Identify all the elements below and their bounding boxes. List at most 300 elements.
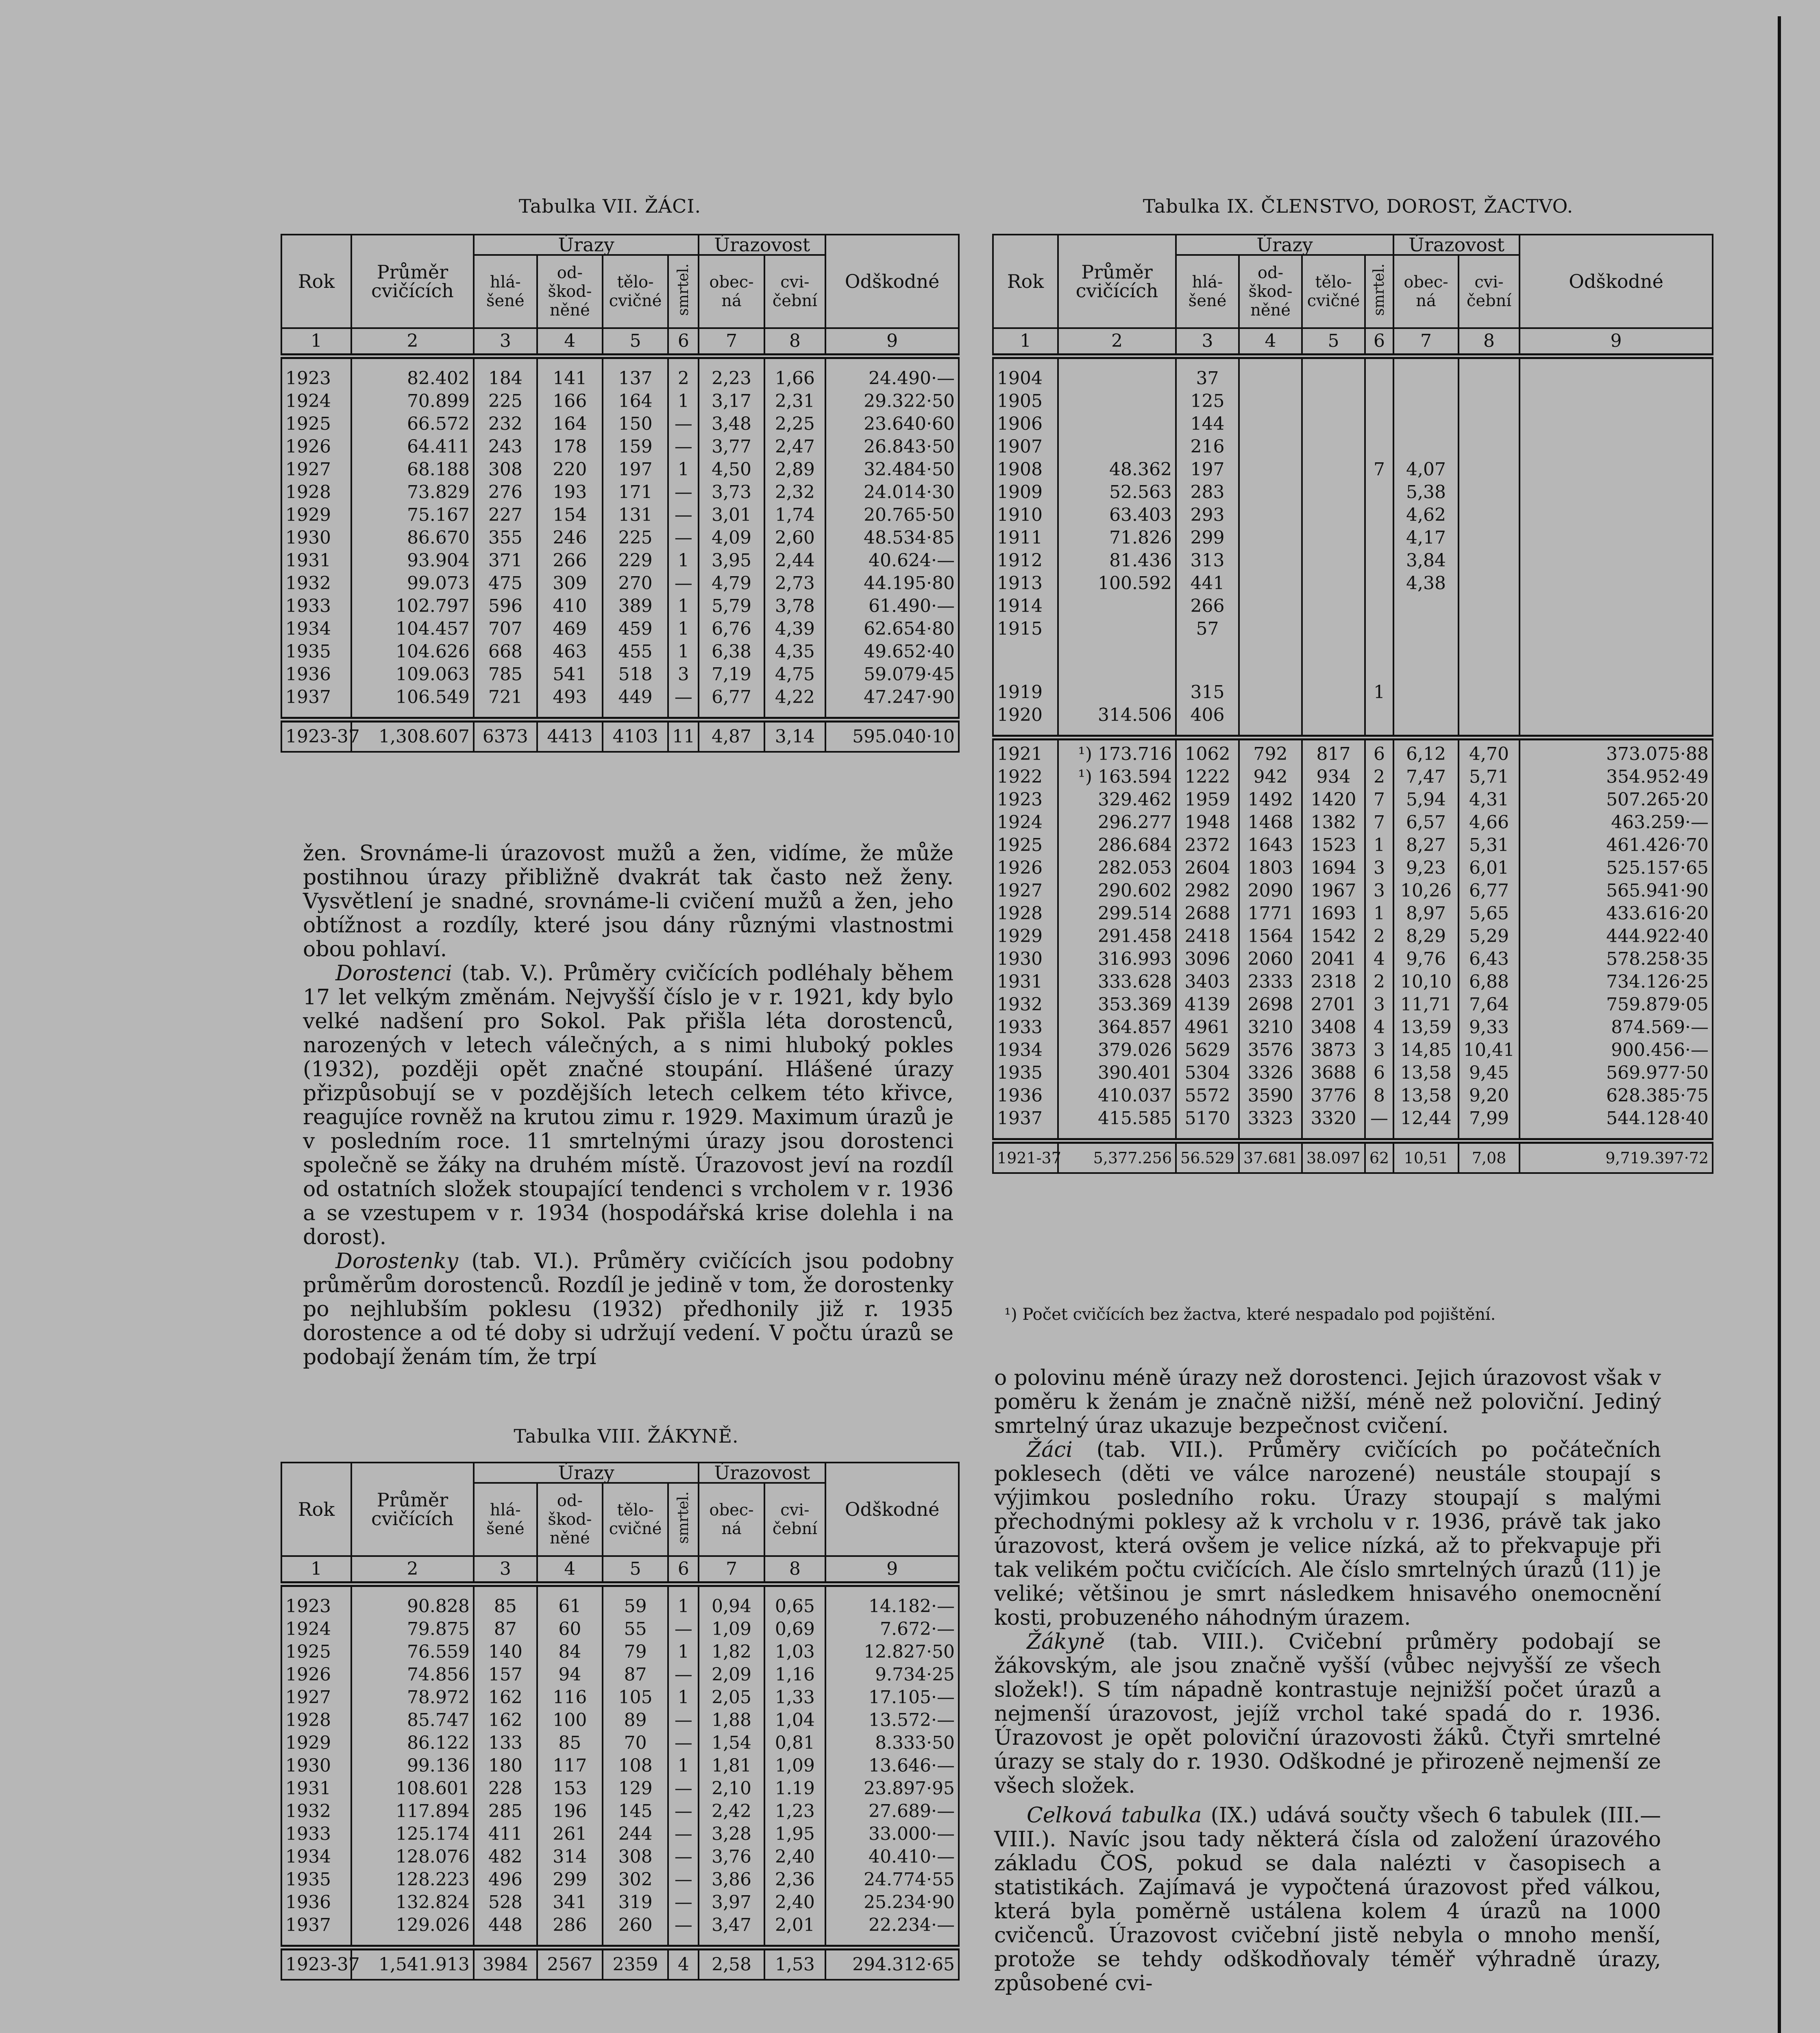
table-cell: 1926	[281, 1663, 351, 1686]
table-cell	[1058, 1130, 1176, 1141]
table-row	[281, 527, 959, 549]
table-cell: 2,05	[699, 1686, 764, 1709]
table-cell: 595.040·10	[825, 720, 959, 752]
table-cell: 157	[474, 1663, 537, 1686]
table-cell: 3,77	[699, 435, 764, 458]
table-cell: 3,78	[764, 595, 825, 618]
table-cell: 6,12	[1393, 743, 1459, 766]
table-cell: 71.826	[1058, 527, 1176, 549]
table-cell	[1459, 681, 1520, 704]
table-cell	[1239, 640, 1302, 681]
table-cell	[1459, 640, 1520, 681]
table-cell: 2,10	[699, 1777, 764, 1800]
table-cell: 184	[474, 367, 537, 390]
table-cell: 1908	[993, 458, 1058, 481]
table-cell	[699, 1584, 764, 1595]
table-cell: 1693	[1302, 902, 1365, 925]
table-cell	[1239, 738, 1302, 743]
table-cell: 415.585	[1058, 1107, 1176, 1130]
table-cell: 1922	[993, 766, 1058, 788]
table-cell	[281, 1584, 351, 1595]
table-cell: 2,73	[764, 572, 825, 595]
table-cell: 707	[474, 618, 537, 640]
table-cell	[1058, 681, 1176, 704]
table-row	[281, 1823, 959, 1846]
table-row	[281, 1754, 959, 1777]
column-number: 1	[281, 1556, 351, 1584]
table-cell: 433.616·20	[1520, 902, 1713, 925]
table-cell: 1062	[1176, 743, 1239, 766]
table-cell: 2,89	[764, 458, 825, 481]
table-cell: 1934	[993, 1039, 1058, 1062]
header-smrtel: smrtel.	[675, 263, 692, 316]
header-telocvicne: tělo-cvičné	[603, 255, 668, 328]
table-cell: 4,62	[1393, 504, 1459, 527]
lead-word: Dorostenci	[335, 961, 452, 986]
table-cell	[1302, 640, 1365, 681]
table-cell: 104.626	[351, 640, 474, 663]
table-cell	[993, 738, 1058, 743]
table-cell: 261	[537, 1823, 603, 1846]
table-cell	[1239, 727, 1302, 738]
table-cell: 93.904	[351, 549, 474, 572]
table-cell	[1302, 738, 1365, 743]
table-cell	[1302, 595, 1365, 618]
column-number: 7	[699, 328, 764, 356]
table-cell	[1302, 356, 1365, 367]
table-cell	[1520, 704, 1713, 727]
table-row	[993, 618, 1713, 640]
table-cell: 1932	[993, 993, 1058, 1016]
table-cell: 1,82	[699, 1641, 764, 1663]
header-rok: Rok	[281, 235, 351, 328]
table-cell: 4,38	[1393, 572, 1459, 595]
column-number: 8	[764, 1556, 825, 1584]
table-cell	[1393, 727, 1459, 738]
table-cell: 78.972	[351, 1686, 474, 1709]
table-cell: 9,76	[1393, 948, 1459, 971]
column-number: 9	[825, 328, 959, 356]
table-cell	[1058, 367, 1176, 390]
table-cell: 364.857	[1058, 1016, 1176, 1039]
table-cell: 1932	[281, 1800, 351, 1823]
table-cell: 7.672·—	[825, 1618, 959, 1641]
table-row	[281, 595, 959, 618]
table-cell	[1520, 413, 1713, 435]
table-cell: 1	[1365, 902, 1393, 925]
table-cell: —	[668, 1914, 699, 1937]
table-cell: 144	[1176, 413, 1239, 435]
table-cell: 1928	[281, 1709, 351, 1732]
table-cell	[1302, 435, 1365, 458]
table-cell	[1365, 618, 1393, 640]
table-row	[281, 618, 959, 640]
table-cell: 244	[603, 1823, 668, 1846]
table-cell	[1302, 704, 1365, 727]
table-cell: 4413	[537, 720, 603, 752]
table-cell	[1302, 367, 1365, 390]
table-cell: 1936	[281, 1891, 351, 1914]
table-cell: 291.458	[1058, 925, 1176, 948]
table-cell: 1	[668, 390, 699, 413]
header-rok: Rok	[281, 1463, 351, 1556]
table-cell: 22.234·—	[825, 1914, 959, 1937]
total-row	[281, 1948, 959, 1980]
header-urazy: Úrazy	[1176, 235, 1393, 255]
table-cell: 1935	[281, 1868, 351, 1891]
lead-word: Dorostenky	[335, 1249, 458, 1273]
table-cell: 57	[1176, 618, 1239, 640]
table-cell: 2698	[1239, 993, 1302, 1016]
table-cell	[1365, 481, 1393, 504]
table-row	[281, 1686, 959, 1709]
paragraph-zakyne: Žákyně (tab. VIII.). Cvičební průměry podobají se žákovským, ale jsou značně vyšší (vůbec nejvyšší ze všech složek!). S tím nápadně kontrastuje nejnižší počet úrazů a nejmenší úrazovost, jejíž vrchol také spadá do r. 1936. Úrazovost je opět poloviční úrazovosti žáků. Čtyři smrtelné úrazy se staly do r. 1930. Odškodné je přirozeně nejmenší ze všech složek.	[994, 1630, 1661, 1798]
table-cell	[1058, 595, 1176, 618]
table-cell	[351, 1937, 474, 1948]
table-cell: 1937	[993, 1107, 1058, 1130]
table-cell	[1393, 681, 1459, 704]
table-cell	[764, 709, 825, 720]
table-cell	[1393, 618, 1459, 640]
table-cell: 1935	[993, 1062, 1058, 1084]
table-cell: —	[668, 1891, 699, 1914]
table-cell: 290.602	[1058, 879, 1176, 902]
table-ix	[992, 234, 1713, 1174]
table-cell: 47.247·90	[825, 686, 959, 709]
table-cell: 1923-37	[281, 720, 351, 752]
header-urazovost: Úrazovost	[699, 235, 825, 255]
table-cell: 1	[668, 1641, 699, 1663]
table-cell: 1921	[993, 743, 1058, 766]
table-cell: 379.026	[1058, 1039, 1176, 1062]
table-cell: 79	[603, 1641, 668, 1663]
table-cell: 1923	[281, 367, 351, 390]
table-cell: 900.456·—	[1520, 1039, 1713, 1062]
table-cell: 6,76	[699, 618, 764, 640]
table-cell: 14.182·—	[825, 1595, 959, 1618]
table-cell: 390.401	[1058, 1062, 1176, 1084]
table-cell: 3096	[1176, 948, 1239, 971]
column-number: 2	[351, 328, 474, 356]
table-cell: 518	[603, 663, 668, 686]
table-cell: 164	[537, 413, 603, 435]
table-row	[281, 1868, 959, 1891]
table-cell: 1931	[281, 549, 351, 572]
table-cell: 1542	[1302, 925, 1365, 948]
table-cell	[1302, 618, 1365, 640]
table-row	[281, 1914, 959, 1937]
table-cell: 1930	[281, 527, 351, 549]
table-cell: 4139	[1176, 993, 1239, 1016]
table-cell: 5,79	[699, 595, 764, 618]
table-cell: 140	[474, 1641, 537, 1663]
table-cell: 128.223	[351, 1868, 474, 1891]
table-cell	[474, 1584, 537, 1595]
table-cell	[699, 1937, 764, 1948]
header-urazovost: Úrazovost	[1393, 235, 1520, 255]
table-cell: 1932	[281, 572, 351, 595]
table-cell	[1365, 572, 1393, 595]
table-cell: 76.559	[351, 1641, 474, 1663]
table-cell: 116	[537, 1686, 603, 1709]
table-cell: 1222	[1176, 766, 1239, 788]
table-cell: 137	[603, 367, 668, 390]
table-cell	[1459, 458, 1520, 481]
table-cell: 389	[603, 595, 668, 618]
table-cell: 1934	[281, 1846, 351, 1868]
table-cell	[1239, 413, 1302, 435]
table-cell: 2604	[1176, 857, 1239, 879]
table-cell: 5,31	[1459, 834, 1520, 857]
table-cell: 3,17	[699, 390, 764, 413]
total-row	[281, 720, 959, 752]
table-cell: 1925	[281, 1641, 351, 1663]
table-cell: 99.073	[351, 572, 474, 595]
table-cell: 1909	[993, 481, 1058, 504]
table-cell	[1520, 527, 1713, 549]
table-cell: 6,43	[1459, 948, 1520, 971]
table-cell: 1929	[281, 504, 351, 527]
table-cell: 87	[603, 1663, 668, 1686]
table-cell: 3408	[1302, 1016, 1365, 1039]
table-cell: 1928	[281, 481, 351, 504]
table-cell	[1302, 504, 1365, 527]
table-cell: 3210	[1239, 1016, 1302, 1039]
table-row	[993, 857, 1713, 879]
table-cell: 333.628	[1058, 971, 1176, 993]
table-cell: 125.174	[351, 1823, 474, 1846]
table-cell: 2982	[1176, 879, 1239, 902]
table-cell: 792	[1239, 743, 1302, 766]
table-cell: 60	[537, 1618, 603, 1641]
table-cell: 1906	[993, 413, 1058, 435]
table-cell: 13,58	[1393, 1062, 1459, 1084]
table-cell: 12,44	[1393, 1107, 1459, 1130]
paragraph-zen: žen. Srovnáme-li úrazovost mužů a žen, vidíme, že může postihnou úrazy přibližně dvakrát tak často než ženy. Vysvětlení je snadné, srovnáme-li cvičení mužů a žen, jeho obtížnost a rozdíly, které jsou dány různými vlastnostmi obou pohlaví.	[303, 841, 954, 962]
header-cvicebni: cvi-čební	[764, 1483, 825, 1556]
table-cell: 1926	[281, 435, 351, 458]
table-cell: 3,14	[764, 720, 825, 752]
table-cell: 23.897·95	[825, 1777, 959, 1800]
column-number: 8	[1459, 328, 1520, 356]
table-cell: 1921-37	[993, 1141, 1058, 1173]
table-cell: 171	[603, 481, 668, 504]
header-odskodne: Odškodné	[825, 235, 959, 328]
section-separator	[993, 738, 1713, 743]
table-cell: 128.076	[351, 1846, 474, 1868]
table-cell: 482	[474, 1846, 537, 1868]
table-cell: 2372	[1176, 834, 1239, 857]
table-cell: 37.681	[1239, 1141, 1302, 1173]
table-cell: 2	[1365, 925, 1393, 948]
table-cell	[1302, 390, 1365, 413]
table-cell: 2,47	[764, 435, 825, 458]
table-cell	[537, 1584, 603, 1595]
table-cell: 302	[603, 1868, 668, 1891]
table-row	[993, 549, 1713, 572]
paragraph-celkova: Celková tabulka (IX.) udává součty všech 6 tabulek (III.—VIII.). Navíc jsou tady některá čísla od založení úrazového základu ČOS, pokud se dala nalézti v časopisech a statistikách. Zajímavá je vypočtená úrazovost před válkou, která byla poměrně ustálena kolem 4 úrazů na 1000 cvičenců. Úrazovost cvičební jistě nebyla o mnoho menší, protože se tehdy odškodňovaly téměř výhradně úrazy, způsobené cvi-	[994, 1803, 1661, 1996]
table-cell: 1923-37	[281, 1948, 351, 1980]
table-cell: 61	[537, 1595, 603, 1618]
table-cell	[1459, 738, 1520, 743]
table-cell: 99.136	[351, 1754, 474, 1777]
table-cell: 1,09	[764, 1754, 825, 1777]
table-cell	[1520, 435, 1713, 458]
column-numbers	[993, 328, 1713, 356]
table-cell: 10,41	[1459, 1039, 1520, 1062]
lead-word: Žákyně	[1027, 1630, 1105, 1654]
table-row	[281, 640, 959, 663]
table-cell	[1302, 413, 1365, 435]
table-cell: —	[668, 572, 699, 595]
table-cell: 1	[668, 618, 699, 640]
table-row	[993, 1039, 1713, 1062]
table-cell: 2318	[1302, 971, 1365, 993]
table-cell: 2,36	[764, 1868, 825, 1891]
table-cell: 5,377.256	[1058, 1141, 1176, 1173]
table-cell	[1520, 1130, 1713, 1141]
table-cell: 0,94	[699, 1595, 764, 1618]
table-row	[281, 390, 959, 413]
column-number: 2	[1058, 328, 1176, 356]
table-cell: 2359	[603, 1948, 668, 1980]
header-odskodnene: od-škod-něné	[537, 255, 603, 328]
table-cell: 285	[474, 1800, 537, 1823]
table-cell: 2060	[1239, 948, 1302, 971]
table-cell: —	[668, 1823, 699, 1846]
table-cell: 6	[1365, 743, 1393, 766]
table-cell: 52.563	[1058, 481, 1176, 504]
column-number: 6	[1365, 328, 1393, 356]
header-hlasene: hlá-šené	[1176, 255, 1239, 328]
table-cell: 286.684	[1058, 834, 1176, 857]
table-cell	[1239, 356, 1302, 367]
table-cell	[1459, 435, 1520, 458]
table-cell: 1	[668, 1686, 699, 1709]
table-cell: 8.333·50	[825, 1732, 959, 1754]
table-row	[993, 948, 1713, 971]
table-cell: 3873	[1302, 1039, 1365, 1062]
header-cvicebni: cvi-čební	[764, 255, 825, 328]
table-cell	[1459, 572, 1520, 595]
table-cell: 55	[603, 1618, 668, 1641]
table-cell: 5,38	[1393, 481, 1459, 504]
table-cell: —	[668, 1777, 699, 1800]
table-cell: 496	[474, 1868, 537, 1891]
table-cell: 38.097	[1302, 1141, 1365, 1173]
table-cell: 4,87	[699, 720, 764, 752]
table-cell	[1058, 640, 1176, 681]
table-cell: 10,10	[1393, 971, 1459, 993]
table-cell: 2333	[1239, 971, 1302, 993]
table-cell: 276	[474, 481, 537, 504]
table-row	[993, 1016, 1713, 1039]
table-cell: 225	[474, 390, 537, 413]
table-cell: 1564	[1239, 925, 1302, 948]
header-odskodnene: od-škod-něné	[537, 1483, 603, 1556]
table-row	[993, 504, 1713, 527]
table-cell: 62	[1365, 1141, 1393, 1173]
table-cell: 108.601	[351, 1777, 474, 1800]
table-cell: 75.167	[351, 504, 474, 527]
table-cell	[1520, 549, 1713, 572]
left-text	[303, 842, 954, 1369]
table-cell: 341	[537, 1891, 603, 1914]
table-cell: 162	[474, 1686, 537, 1709]
table-cell: 2701	[1302, 993, 1365, 1016]
table-cell: 1924	[993, 811, 1058, 834]
table-cell: 308	[603, 1846, 668, 1868]
table-cell	[603, 356, 668, 367]
table-cell: 178	[537, 435, 603, 458]
table-cell: 9,23	[1393, 857, 1459, 879]
table-cell	[474, 356, 537, 367]
table-cell: 40.624·—	[825, 549, 959, 572]
table-cell: 3,97	[699, 1891, 764, 1914]
table-cell: 315	[1176, 681, 1239, 704]
table-cell: 86.670	[351, 527, 474, 549]
table-cell: 131	[603, 504, 668, 527]
header-telocvicne: tělo-cvičné	[603, 1483, 668, 1556]
table-cell	[1365, 390, 1393, 413]
table-cell: 1	[668, 640, 699, 663]
table9-footnote: ¹) Počet cvičících bez žactva, které nespadalo pod pojištění.	[1004, 1305, 1496, 1324]
table-cell: 109.063	[351, 663, 474, 686]
table-cell: 100	[537, 1709, 603, 1732]
table-cell	[1365, 356, 1393, 367]
table-row	[993, 435, 1713, 458]
table-cell: 1,541.913	[351, 1948, 474, 1980]
table-cell: 5,65	[1459, 902, 1520, 925]
total-row	[993, 1141, 1713, 1173]
table-cell: 5170	[1176, 1107, 1239, 1130]
table-cell	[993, 727, 1058, 738]
table-cell	[1459, 367, 1520, 390]
table-cell	[1239, 527, 1302, 549]
table-cell: 354.952·49	[1520, 766, 1713, 788]
table-cell: 1,09	[699, 1618, 764, 1641]
table-row	[993, 766, 1713, 788]
table-cell: 1	[1365, 681, 1393, 704]
column-number: 3	[474, 1556, 537, 1584]
table-cell: 79.875	[351, 1618, 474, 1641]
table-cell: 7	[1365, 458, 1393, 481]
table-cell	[1176, 640, 1239, 681]
table-row	[993, 925, 1713, 948]
table-cell: 17.105·—	[825, 1686, 959, 1709]
right-text	[994, 1366, 1661, 1996]
column-numbers	[281, 328, 959, 356]
table-cell	[1459, 549, 1520, 572]
table-row	[281, 435, 959, 458]
table-cell: 33.000·—	[825, 1823, 959, 1846]
table-cell	[668, 709, 699, 720]
column-number: 9	[825, 1556, 959, 1584]
table-cell: 7,19	[699, 663, 764, 686]
table-cell: 3,84	[1393, 549, 1459, 572]
table-cell: 1907	[993, 435, 1058, 458]
table-cell: 1927	[993, 879, 1058, 902]
table-cell: 2,60	[764, 527, 825, 549]
table-cell: 4,79	[699, 572, 764, 595]
table-cell	[825, 1584, 959, 1595]
table-cell: 3323	[1239, 1107, 1302, 1130]
table-cell	[1365, 367, 1393, 390]
table-cell: 282.053	[1058, 857, 1176, 879]
table-cell: ¹) 163.594	[1058, 766, 1176, 788]
table-cell	[1520, 681, 1713, 704]
table-cell: 411	[474, 1823, 537, 1846]
